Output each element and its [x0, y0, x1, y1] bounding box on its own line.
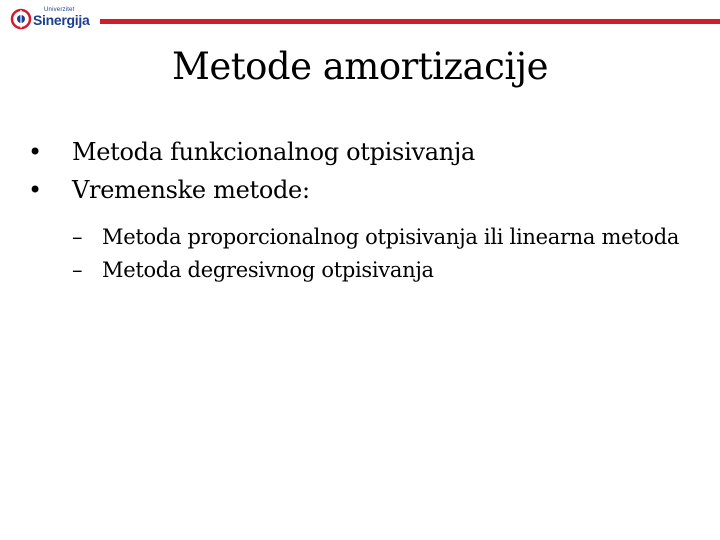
bullet-marker: • — [28, 176, 42, 204]
bullet-list — [28, 133, 698, 209]
bullet-marker: • — [28, 138, 42, 166]
sub-bullet-text: Metoda proporcionalnog otpisivanja ili linearna metoda — [102, 225, 680, 249]
sub-bullet-marker: – — [72, 225, 83, 249]
bullet-item — [28, 133, 698, 171]
bullet-text: Metoda funkcionalnog otpisivanja — [72, 138, 476, 166]
header-divider — [100, 19, 720, 24]
bullet-item — [28, 171, 698, 209]
university-logo — [10, 5, 96, 31]
sub-bullet-item — [72, 222, 702, 252]
bullet-text: Vremenske metode: — [72, 176, 310, 204]
sub-bullet-list — [72, 222, 702, 288]
logo-university-label: Univerzitet — [44, 7, 75, 13]
slide-title: Metode amortizacije — [171, 45, 549, 88]
sub-bullet-marker: – — [72, 258, 83, 282]
sub-bullet-item — [72, 255, 702, 285]
sinergija-emblem-icon — [10, 8, 32, 30]
logo-name: Sinergija — [33, 12, 90, 28]
sub-bullet-text: Metoda degresivnog otpisivanja — [102, 258, 434, 282]
